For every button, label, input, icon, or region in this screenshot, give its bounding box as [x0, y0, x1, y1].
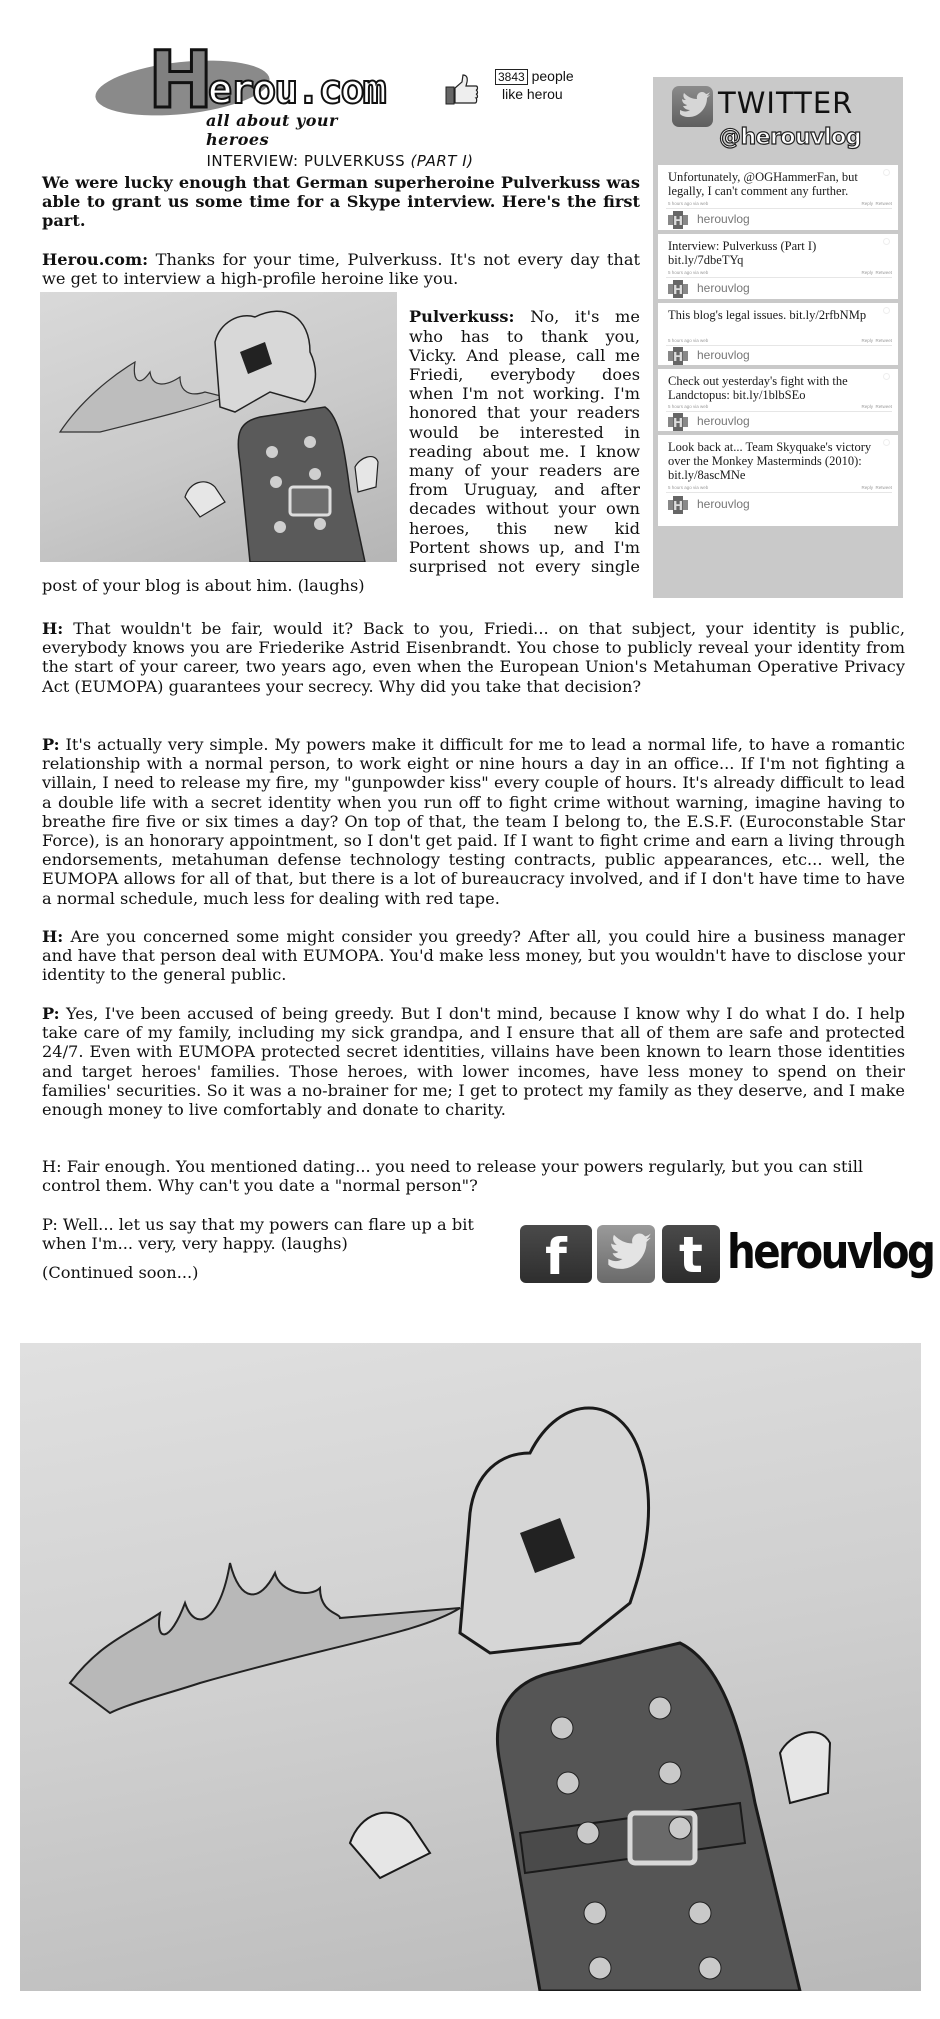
- tweet-text: This blog's legal issues. bit.ly/2rfbNMp: [668, 308, 867, 322]
- favorite-icon[interactable]: [883, 439, 890, 446]
- speaker-label: P:: [42, 1004, 60, 1023]
- facebook-icon[interactable]: [520, 1225, 592, 1286]
- tweet-card: [658, 303, 898, 365]
- twitter-bird-glyph: [597, 1225, 655, 1283]
- fire-breathing-heroine-illustration: [40, 292, 397, 562]
- tweet-divider: [666, 411, 892, 412]
- logo-tagline: all about your heroes: [206, 111, 338, 149]
- speaker-label: H:: [42, 619, 64, 638]
- qa-paragraph: [42, 1157, 905, 1195]
- tweet-time: 5 hours ago via web: [668, 485, 709, 490]
- qa-text: No, it's me who has to thank you, Vicky. And please, call me Friedi, everybody does when I'm not working. I'm honored that your readers would be interested in reading about me. I know many of your readers are from Uruguay, and after decades without your own heroes, this new kid Portent shows up, and I'm surprised not every single post of your blog is about him. (laughs): [42, 307, 640, 596]
- qa-text: It's actually very simple. My powers make it difficult for me to lead a normal life, to have a romantic relationship with a normal person, to work eight or nine hours a day in an office... If I'm not fighting a villain, I need to release my fire, my "gunpowder kiss" every couple of hours. It's already difficult to lead a double life with a secret identity when you run off to fight crime without warning, imagine having to breathe fire five or six times a day? On top of that, the team I belong to, the E.S.F. (Euroconstable Star Force), is an honorary appointment, so I don't get paid. If I want to fight crime and earn a living through endorsements, metahuman defense technology testing contracts, public appearances, etc... well, the EUMOPA allows for all of that, but there is a lot of bureaucracy involved, and if I don't have time to have a normal schedule, much less for dealing with red tape.: [42, 735, 905, 908]
- tweet-card: [658, 234, 898, 299]
- tweet-actions: [861, 270, 892, 275]
- article-title-main: INTERVIEW: PULVERKUSS: [206, 152, 411, 170]
- reply-link[interactable]: Reply: [861, 201, 873, 206]
- tumblr-glyph: t: [679, 1226, 703, 1284]
- like-label: like herou: [502, 86, 563, 102]
- tweet-username[interactable]: herouvlog: [697, 497, 750, 511]
- speaker-label: P:: [42, 735, 60, 754]
- retweet-link[interactable]: Retweet: [875, 338, 892, 343]
- like-widget[interactable]: [440, 68, 600, 110]
- like-count: 3843: [495, 69, 528, 85]
- tweet-actions: [861, 485, 892, 490]
- twitter-icon[interactable]: [597, 1225, 655, 1283]
- qa-paragraph: [42, 927, 905, 985]
- reply-link[interactable]: Reply: [861, 270, 873, 275]
- article-first-section: [42, 250, 640, 595]
- fire-breathing-heroine-illustration: [20, 1343, 921, 1991]
- herou-avatar-icon: [668, 347, 688, 365]
- favorite-icon[interactable]: [883, 169, 890, 176]
- svg-text:H: H: [672, 214, 684, 228]
- tweet-time: 5 hours ago via web: [668, 201, 709, 206]
- tweet-card: [658, 369, 898, 431]
- tweet-card: [658, 165, 898, 230]
- herou-avatar-icon: [668, 496, 688, 514]
- logo-h: H: [148, 36, 212, 126]
- svg-text:H: H: [672, 283, 684, 297]
- svg-text:H: H: [672, 416, 684, 430]
- retweet-link[interactable]: Retweet: [875, 270, 892, 275]
- twitter-bird-icon[interactable]: [672, 86, 713, 127]
- svg-text:H: H: [672, 499, 684, 513]
- article-title: [40, 152, 640, 170]
- tweet-time: 5 hours ago via web: [668, 338, 709, 343]
- tweet-time: 5 hours ago via web: [668, 404, 709, 409]
- tweet-divider: [666, 492, 892, 493]
- favorite-icon[interactable]: [883, 307, 890, 314]
- tweet-text: Check out yesterday's fight with the Landctopus: bit.ly/1blbSEo: [668, 374, 848, 402]
- facebook-glyph: f: [545, 1228, 567, 1286]
- qa-text: Thanks for your time, Pulverkuss. It's not every day that we get to interview a high-profile heroine like you.: [42, 250, 640, 289]
- tweet-text: Interview: Pulverkuss (Part I) bit.ly/7dbeTYq: [668, 239, 817, 267]
- herou-avatar-icon: [668, 280, 688, 298]
- favorite-icon[interactable]: [883, 238, 890, 245]
- tweet-divider: [666, 277, 892, 278]
- speaker-label: Herou.com:: [42, 250, 149, 269]
- tweet-time: 5 hours ago via web: [668, 270, 709, 275]
- article-title-part: (PART I): [410, 152, 474, 170]
- tweet-text: Unfortunately, @OGHammerFan, but legally, I can't comment any further.: [668, 170, 858, 198]
- tweet-username[interactable]: herouvlog: [697, 414, 750, 428]
- twitter-handle[interactable]: @herouvlog: [719, 125, 861, 150]
- retweet-link[interactable]: Retweet: [875, 201, 892, 206]
- reply-link[interactable]: Reply: [861, 338, 873, 343]
- tweet-actions: [861, 404, 892, 409]
- bird-glyph: [672, 86, 713, 127]
- article-intro: We were lucky enough that German superheroine Pulverkuss was able to grant us some time for a Skype interview. Here's the first part.: [42, 173, 640, 231]
- speaker-label: H:: [42, 927, 64, 946]
- tweet-username[interactable]: herouvlog: [697, 281, 750, 295]
- retweet-link[interactable]: Retweet: [875, 404, 892, 409]
- favorite-icon[interactable]: [883, 373, 890, 380]
- thumbs-up-icon[interactable]: [445, 74, 479, 106]
- qa-text: Are you concerned some might consider you greedy? After all, you could hire a business manager and have that person deal with EUMOPA. You'd make less money, but you wouldn't have to disclose your identity to the general public.: [42, 927, 905, 985]
- retweet-link[interactable]: Retweet: [875, 485, 892, 490]
- twitter-title: TWITTER: [718, 86, 854, 120]
- speaker-label: H:: [42, 1157, 62, 1176]
- qa-text: Fair enough. You mentioned dating... you need to release your powers regularly, but you can still control them. Why can't you date a "normal person"?: [42, 1157, 864, 1196]
- qa-paragraph: [42, 735, 905, 908]
- herou-avatar-icon: [668, 211, 688, 229]
- herou-avatar-icon: [668, 413, 688, 431]
- tweet-actions: [861, 201, 892, 206]
- qa-paragraph: [42, 1004, 905, 1119]
- qa-text: Yes, I've been accused of being greedy. But I don't mind, because I know why I do what I do. I help take care of my family, including my sick grandpa, and I ensure that all of them are safe and protected 24/7. Even with EUMOPA protected secret identities, villains have been known to learn those identities and target heroes' families. Those heroes, with lower incomes, have less money to spend on their families' securities. So it was a no-brainer for me; I get to protect my family as they deserve, and I make enough money to live comfortably and donate to charity.: [42, 1004, 905, 1120]
- large-illustration[interactable]: [20, 1343, 921, 1991]
- speaker-label: P:: [42, 1215, 58, 1234]
- reply-link[interactable]: Reply: [861, 404, 873, 409]
- logo-wordmark: erou.com: [208, 67, 385, 113]
- like-count-suffix: people: [527, 68, 574, 84]
- tweet-username[interactable]: herouvlog: [697, 348, 750, 362]
- inline-illustration[interactable]: [40, 292, 397, 562]
- tumblr-icon[interactable]: [662, 1225, 720, 1283]
- like-count-line: [495, 68, 574, 85]
- tweet-text: Look back at... Team Skyquake's victory over the Monkey Masterminds (2010): bit.ly/8ascMNe: [668, 440, 872, 482]
- site-logo[interactable]: [90, 36, 400, 149]
- social-brand-name: herouvlog: [727, 1225, 934, 1280]
- tweet-divider: [666, 208, 892, 209]
- reply-link[interactable]: Reply: [861, 485, 873, 490]
- qa-paragraph: [42, 1215, 512, 1253]
- continued-note: (Continued soon...): [42, 1263, 199, 1282]
- qa-paragraph: [42, 250, 640, 288]
- tweet-card: [658, 435, 898, 526]
- tweet-actions: [861, 338, 892, 343]
- speaker-label: Pulverkuss:: [409, 307, 515, 327]
- tweet-divider: [666, 345, 892, 346]
- qa-paragraph: [42, 619, 905, 696]
- social-links: [518, 1222, 934, 1286]
- twitter-widget: [653, 77, 903, 598]
- qa-text: Well... let us say that my powers can flare up a bit when I'm... very, very happy. (laughs): [42, 1215, 474, 1254]
- svg-text:H: H: [672, 350, 684, 364]
- qa-text: That wouldn't be fair, would it? Back to you, Friedi... on that subject, your identity is public, everybody knows you are Friederike Astrid Eisenbrandt. You chose to publicly reveal your identity from the start of your career, two years ago, even when the European Union's Metahuman Operative Privacy Act (EUMOPA) guarantees your secrecy. Why did you take that decision?: [42, 619, 905, 696]
- tweet-username[interactable]: herouvlog: [697, 212, 750, 226]
